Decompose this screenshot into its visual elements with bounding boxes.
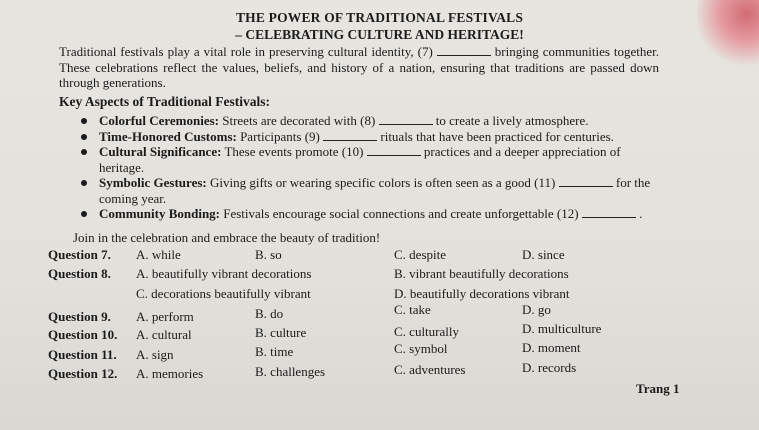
bullet-title: Cultural Significance:	[99, 144, 222, 159]
bullet-text: practices and a deeper appreciation of heritage.	[99, 144, 621, 175]
intro-text-a: Traditional festivals play a vital role in preserving cultural identity, (7)	[59, 44, 433, 59]
option-c[interactable]: C. decorations beautifully vibrant	[136, 286, 311, 301]
bullet-text: Giving gifts or wearing specific colors is often seen as a good (11)	[209, 175, 556, 190]
bullet-title: Time-Honored Customs:	[99, 128, 237, 144]
question-label: Question 7.	[48, 247, 111, 262]
bullet-text: .	[639, 206, 643, 221]
intro-text-b: bringing communities together. These celebrations reflect the values, beliefs, and history of a nation, ensuring that traditions are passed down through generations.	[59, 44, 660, 90]
option-c[interactable]: C. culturally	[394, 324, 459, 339]
intro-paragraph	[59, 44, 659, 91]
bullet-text: Participants (9)	[240, 128, 320, 144]
bullet-text: Festivals encourage social connections and create unforgettable (12)	[223, 206, 579, 221]
option-b[interactable]: B. challenges	[255, 364, 326, 379]
option-d[interactable]: D. since	[522, 247, 565, 262]
option-d[interactable]: D. beautifully decorations vibrant	[394, 286, 570, 301]
option-a[interactable]: A. beautifully vibrant decorations	[136, 266, 312, 281]
section-heading: Key Aspects of Traditional Festivals:	[59, 94, 270, 109]
bullet-list	[77, 113, 667, 222]
option-b[interactable]: B. do	[255, 306, 284, 321]
option-a[interactable]: A. memories	[136, 366, 204, 381]
blank-10[interactable]	[367, 145, 421, 156]
option-c[interactable]: C. symbol	[394, 341, 448, 356]
bullet-text: rituals that have been practiced for centuries.	[380, 128, 614, 144]
bullet-text: Streets are decorated with (8)	[222, 113, 376, 128]
question-label: Question 12.	[48, 366, 118, 381]
blank-8[interactable]	[379, 114, 433, 125]
question-label: Question 10.	[48, 327, 118, 342]
doc-title: THE POWER OF TRADITIONAL FESTIVALS	[235, 10, 524, 25]
blank-7[interactable]	[437, 45, 491, 56]
bullet-item	[77, 113, 667, 129]
bullet-item	[77, 206, 667, 222]
question-label: Question 9.	[48, 309, 111, 324]
option-c[interactable]: C. despite	[394, 247, 446, 262]
blank-11[interactable]	[559, 176, 613, 187]
option-d[interactable]: D. go	[522, 302, 551, 317]
blank-12[interactable]	[582, 207, 636, 218]
blank-9[interactable]	[323, 130, 377, 141]
bullet-text: for the coming year.	[99, 175, 651, 206]
bullet-text: to create a lively atmosphere.	[435, 113, 589, 128]
option-a[interactable]: A. cultural	[136, 327, 192, 342]
option-d[interactable]: D. multiculture	[522, 321, 602, 336]
question-label: Question 11.	[48, 347, 117, 362]
option-c[interactable]: C. adventures	[394, 362, 466, 377]
option-b[interactable]: B. vibrant beautifully decorations	[394, 266, 569, 281]
option-a[interactable]: A. perform	[136, 309, 194, 324]
page-number: Trang 1	[636, 381, 680, 396]
option-b[interactable]: B. so	[255, 247, 282, 262]
option-b[interactable]: B. culture	[255, 325, 307, 340]
option-d[interactable]: D. moment	[522, 340, 581, 355]
bullet-item	[77, 129, 667, 145]
option-c[interactable]: C. take	[394, 302, 431, 317]
option-d[interactable]: D. records	[522, 360, 577, 375]
bullet-title: Community Bonding:	[99, 206, 220, 221]
closing-line: Join in the celebration and embrace the beauty of tradition!	[73, 230, 381, 245]
bullet-title: Colorful Ceremonies:	[99, 113, 219, 128]
option-a[interactable]: A. while	[136, 247, 181, 262]
question-label: Question 8.	[48, 266, 111, 281]
bullet-item	[77, 144, 667, 175]
bullet-text: These events promote (10)	[224, 144, 364, 159]
option-a[interactable]: A. sign	[136, 347, 174, 362]
doc-subtitle: – CELEBRATING CULTURE AND HERITAGE!	[235, 27, 524, 42]
bullet-title: Symbolic Gestures:	[99, 175, 207, 190]
option-b[interactable]: B. time	[255, 344, 294, 359]
bullet-item	[77, 175, 667, 206]
